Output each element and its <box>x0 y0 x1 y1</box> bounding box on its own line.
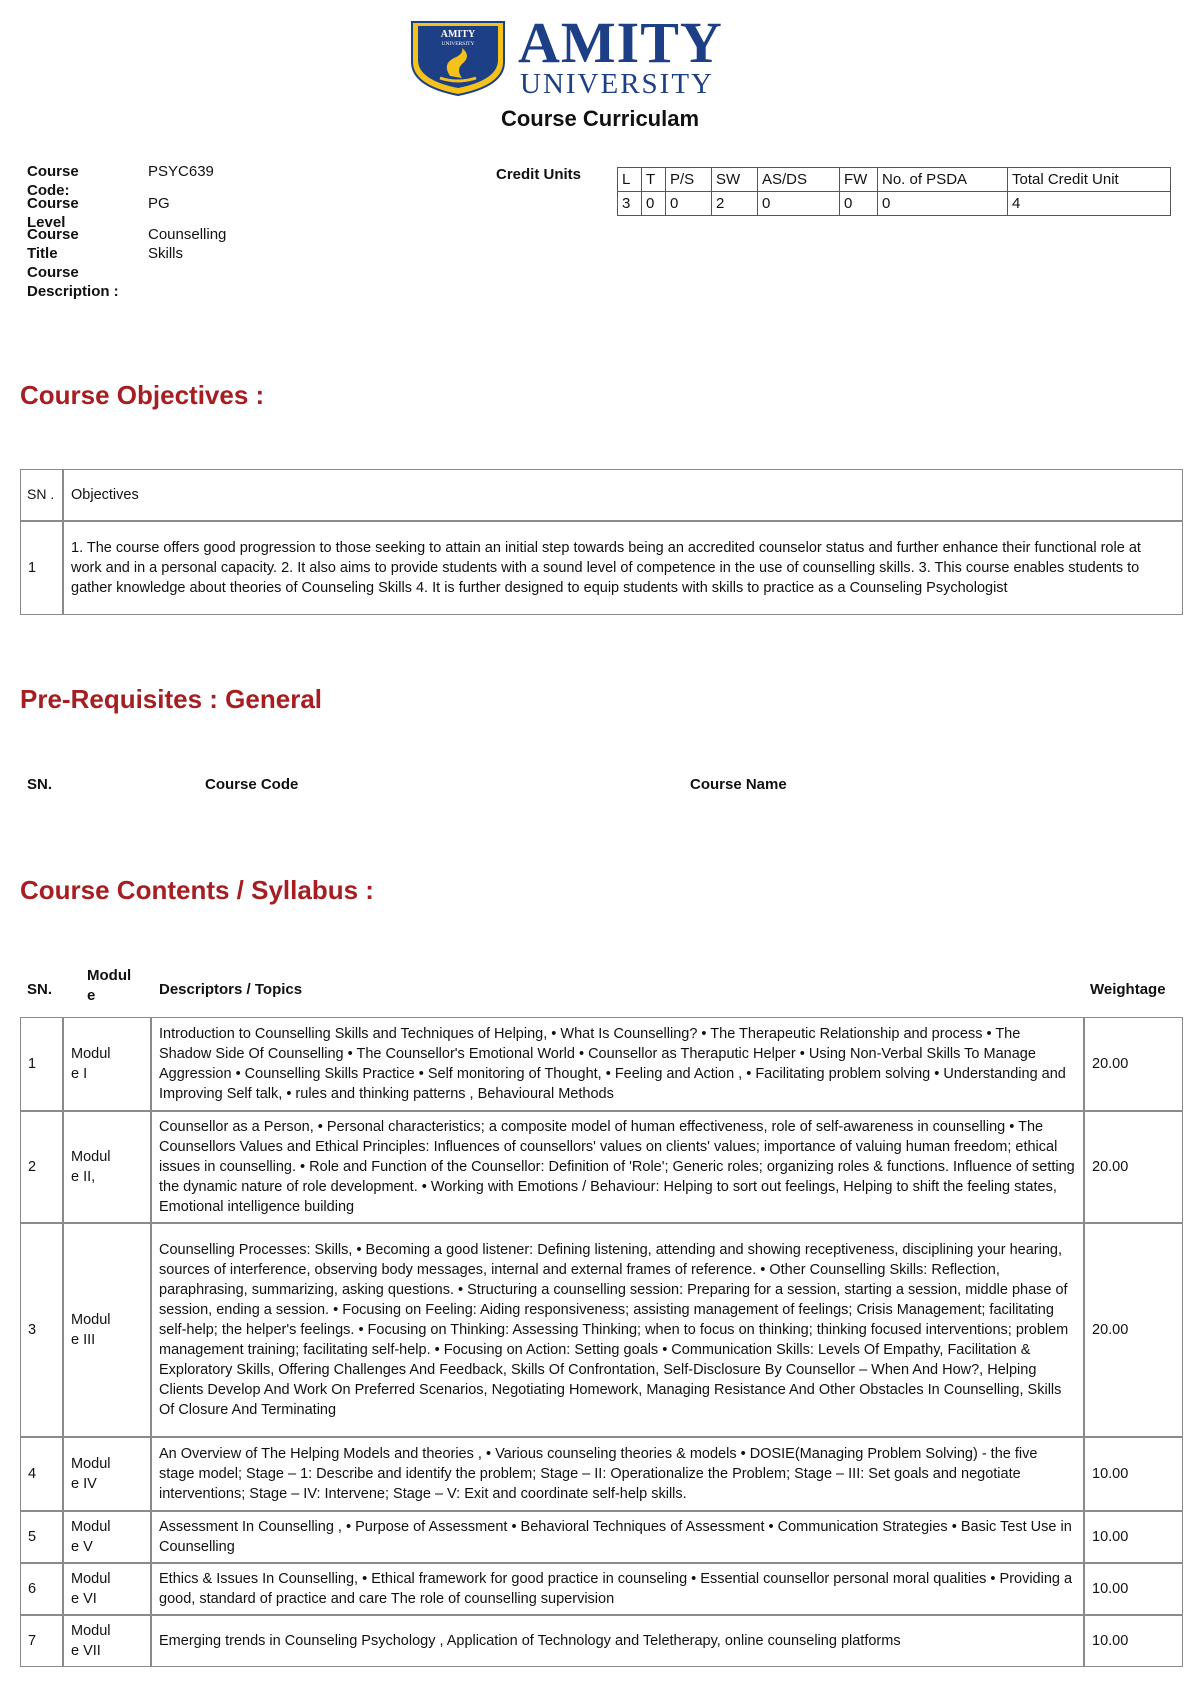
table-row <box>20 1511 1183 1563</box>
syllabus-module <box>63 1223 151 1437</box>
credit-header-cell: Total Credit Unit <box>1008 168 1171 192</box>
module-line1: Modul <box>71 1149 111 1165</box>
syllabus-sn: 4 <box>20 1437 63 1511</box>
syllabus-module <box>63 1437 151 1511</box>
syllabus-module-header <box>87 966 131 1005</box>
course-code-label: Course Code: <box>27 163 79 199</box>
objectives-table <box>20 469 1183 615</box>
syllabus-topics: Introduction to Counselling Skills and Techniques of Helping, • What Is Counselling? • The Therapeutic Relationship and process • The Shadow Side Of Counselling • The Counsellor's Emotional World • Counsellor as Theraputic Helper • Using Non-Verbal Skills To Manage Aggression • Counselling Skills Practice • Self monitoring of Thought, • Feeling and Action , • Facilitating problem solving • Understanding and Improving Self talk, • rules and thinking patterns , Behavioural Methods <box>151 1017 1084 1111</box>
syllabus-weightage: 10.00 <box>1084 1511 1183 1563</box>
syllabus-sn: 6 <box>20 1563 63 1615</box>
course-description-label <box>27 264 119 302</box>
course-title-value: Counselling Skills <box>148 226 227 262</box>
course-title-label: Course Title <box>27 226 79 262</box>
objective-sn: 1 <box>20 521 63 615</box>
credit-header-cell: FW <box>840 168 878 192</box>
syllabus-sn-header: SN. <box>27 981 53 998</box>
credit-header-cell: SW <box>712 168 758 192</box>
course-description-label-line1: Course <box>27 264 79 281</box>
credit-header-cell: T <box>642 168 666 192</box>
syllabus-sn: 5 <box>20 1511 63 1563</box>
course-description-label-line2: Description : <box>27 282 119 300</box>
objectives-col-header: Objectives <box>63 469 1183 521</box>
syllabus-heading: Course Contents / Syllabus : <box>20 875 374 905</box>
module-line1: Modul <box>71 1312 111 1328</box>
module-line1: Modul <box>71 1046 111 1062</box>
course-code-value: PSYC639 <box>148 163 214 180</box>
credit-header-cell: AS/DS <box>758 168 840 192</box>
module-line2: e III <box>71 1332 96 1348</box>
syllabus-module <box>63 1111 151 1223</box>
credit-header-cell: P/S <box>666 168 712 192</box>
syllabus-weightage: 20.00 <box>1084 1111 1183 1223</box>
module-line2: e IV <box>71 1476 97 1492</box>
module-line2: e V <box>71 1539 93 1555</box>
syllabus-weightage: 10.00 <box>1084 1563 1183 1615</box>
syllabus-module <box>63 1017 151 1111</box>
credit-units-header-row <box>618 168 1171 192</box>
syllabus-module-header-line2: e <box>87 986 96 1004</box>
syllabus-topics: Counsellor as a Person, • Personal characteristics; a composite model of human effectiveness, role of self-awareness in counselling • The Counsellors Values and Ethical Principles: Influences of counsellors' values on clients' values; importance of valuing human freedom; ethical issues in counselling. • Role and Function of the Counsellor: Definition of 'Role'; Generic roles; organizing roles & functions. Influence of setting the dynamic nature of role development. • Working with Emotions / Behaviour: Helping to sort out feelings, Helping to shift the feeling states, Emotional intelligence building <box>151 1111 1084 1223</box>
prereq-sn-header: SN. <box>27 776 53 793</box>
course-level-label: Course Level <box>27 195 79 231</box>
syllabus-weightage: 10.00 <box>1084 1437 1183 1511</box>
syllabus-table <box>20 1017 1183 1667</box>
syllabus-topics-header: Descriptors / Topics <box>159 981 303 998</box>
objective-text: 1. The course offers good progression to those seeking to attain an initial step towards being an accredited counselor status and further enhance their functional role at work and in a personal capacity. 2. It also aims to provide students with a sound level of competence in the use of counselling skills. 3. This course enables students to gather knowledge about theories of Counseling Skills 4. It is further designed to equip students with skills to practice as a Counseling Psychologist <box>63 521 1183 615</box>
syllabus-module-header-line1: Modul <box>87 967 132 984</box>
objectives-header-row <box>20 469 1183 521</box>
module-line2: e VII <box>71 1643 101 1659</box>
logo-subtitle: UNIVERSITY <box>520 68 714 100</box>
credit-value-cell: 0 <box>758 192 840 216</box>
credit-value-cell: 0 <box>666 192 712 216</box>
prereq-name-header: Course Name <box>690 776 787 793</box>
shield-text-bottom: UNIVERSITY <box>441 41 475 47</box>
credit-value-cell: 4 <box>1008 192 1171 216</box>
syllabus-weightage: 20.00 <box>1084 1223 1183 1437</box>
table-row <box>20 1111 1183 1223</box>
document-title: Course Curriculam <box>500 106 700 131</box>
shield-text-top: AMITY <box>440 29 476 40</box>
prerequisites-heading: Pre-Requisites : General <box>20 684 322 714</box>
objectives-sn-header: SN . <box>20 469 63 521</box>
syllabus-weightage: 20.00 <box>1084 1017 1183 1111</box>
table-row <box>20 1223 1183 1437</box>
table-row <box>20 1563 1183 1615</box>
table-row <box>20 1615 1183 1667</box>
university-logo <box>410 10 800 100</box>
module-line2: e I <box>71 1066 88 1082</box>
logo-wordmark: AMITY <box>518 10 723 75</box>
syllabus-sn: 2 <box>20 1111 63 1223</box>
syllabus-module <box>63 1563 151 1615</box>
credit-units-label: Credit Units <box>496 166 582 183</box>
syllabus-topics: An Overview of The Helping Models and theories , • Various counseling theories & models • DOSIE(Managing Problem Solving) - the five stage model; Stage – 1: Describe and identify the problem; Stage – II: Operationalize the Problem; Stage – III: Set goals and negotiate interventions; Stage – IV: Intervene; Stage – V: Exit and coordinate self-help skills. <box>151 1437 1084 1511</box>
syllabus-topics: Assessment In Counselling , • Purpose of Assessment • Behavioral Techniques of Assessment • Communication Strategies • Basic Test Use in Counselling <box>151 1511 1084 1563</box>
syllabus-weightage-header: Weightage <box>1090 981 1166 998</box>
course-level-value: PG <box>148 195 170 212</box>
syllabus-sn: 7 <box>20 1615 63 1667</box>
syllabus-module <box>63 1615 151 1667</box>
module-line2: e II, <box>71 1169 96 1185</box>
syllabus-topics: Emerging trends in Counseling Psychology , Application of Technology and Teletherapy, online counseling platforms <box>151 1615 1084 1667</box>
credit-value-cell: 0 <box>840 192 878 216</box>
credit-header-cell: No. of PSDA <box>878 168 1008 192</box>
syllabus-topics: Ethics & Issues In Counselling, • Ethical framework for good practice in counseling • Essential counsellor personal moral qualities • Providing a good, standard of practice and care The role of counselling supervision <box>151 1563 1084 1615</box>
module-line1: Modul <box>71 1623 111 1639</box>
syllabus-weightage: 10.00 <box>1084 1615 1183 1667</box>
module-line1: Modul <box>71 1571 111 1587</box>
module-line2: e VI <box>71 1591 97 1607</box>
credit-header-cell: L <box>618 168 642 192</box>
prereq-code-header: Course Code <box>205 776 299 793</box>
syllabus-sn: 3 <box>20 1223 63 1437</box>
credit-units-value-row <box>618 192 1171 216</box>
syllabus-topics: Counselling Processes: Skills, • Becoming a good listener: Defining listening, attending and showing receptiveness, disciplining your hearing, sources of interference, observing body messages, internal and external frames of reference. • Other Counselling Skills: Reflection, paraphrasing, summarizing, asking questions. • Structuring a counselling session: Preparing for a session, starting a session, middle phase of session, ending a session. • Focusing on Feeling: Aiding responsiveness; assisting management of feelings; Crisis Management; facilitating self-help; the helper's feelings. • Focusing on Thinking: Assessing Thinking; when to focus on thinking; thinking focused interventions; problem management training; facilitating self-help. • Focusing on Action: Setting goals • Communication Skills: Levels Of Empathy, Facilitation & Exploratory Skills, Offering Challenges And Feedback, Skills Of Confrontation, Self-Disclosure By Counsellor – When And How?, Helping Clients Develop And Work On Preferred Scenarios, Negotiating Homework, Managing Resistance And Other Obstacles In Counselling, Skills Of Closure And Terminating <box>151 1223 1084 1437</box>
credit-units-table <box>617 167 1171 216</box>
objectives-heading: Course Objectives : <box>20 380 265 410</box>
credit-value-cell: 2 <box>712 192 758 216</box>
module-line1: Modul <box>71 1519 111 1535</box>
module-line1: Modul <box>71 1456 111 1472</box>
table-row <box>20 1437 1183 1511</box>
table-row <box>20 521 1183 615</box>
table-row <box>20 1017 1183 1111</box>
credit-value-cell: 0 <box>878 192 1008 216</box>
syllabus-sn: 1 <box>20 1017 63 1111</box>
credit-value-cell: 0 <box>642 192 666 216</box>
syllabus-module <box>63 1511 151 1563</box>
credit-value-cell: 3 <box>618 192 642 216</box>
amity-shield-icon <box>410 20 506 96</box>
